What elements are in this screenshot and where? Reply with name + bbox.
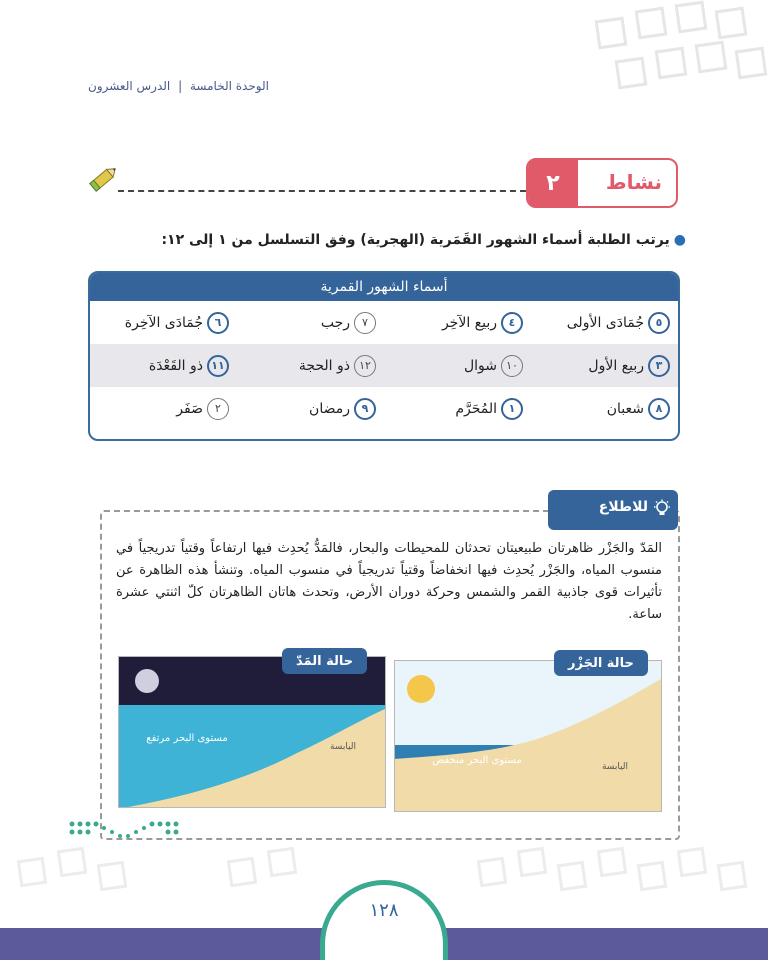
month-cell	[237, 398, 384, 420]
month-name: ربيع الآخِر	[441, 314, 497, 331]
breadcrumb-unit: الوحدة الخامسة	[189, 79, 269, 93]
month-name: ربيع الأول	[588, 357, 644, 374]
dots-decoration	[68, 818, 188, 844]
instruction-label: يرتب الطلبة أسماء الشهور القَمَرية (الهجرية) وفق التسلسل من ١ إلى ١٢:	[161, 232, 670, 248]
activity-number: ٢	[528, 158, 578, 208]
bullet-icon: ●	[673, 232, 686, 248]
sea-level-low-label: مستوى البحر منخفض	[432, 755, 522, 766]
month-name: رجب	[320, 314, 350, 331]
month-cell	[90, 398, 237, 420]
table-title: أسماء الشهور القمرية	[90, 273, 678, 301]
table-row	[90, 387, 678, 430]
month-number-badge: ٩	[354, 398, 376, 420]
page-number: ١٢٨	[369, 900, 399, 921]
month-name: ذو الحجة	[298, 357, 350, 374]
month-number-badge: ١٠	[501, 355, 523, 377]
month-number-badge: ١	[501, 398, 523, 420]
sea-level-high-label: مستوى البحر مرتفع	[146, 733, 228, 744]
month-name: شوال	[463, 357, 497, 374]
breadcrumb-lesson: الدرس العشرون	[88, 79, 171, 93]
month-number-badge: ٤	[501, 312, 523, 334]
land-label: اليابسة	[329, 742, 357, 752]
month-cell	[90, 312, 237, 334]
month-number-badge: ٥	[648, 312, 670, 334]
month-number-badge: ٧	[354, 312, 376, 334]
activity-tab	[526, 158, 678, 208]
month-name: رمضان	[309, 400, 350, 417]
month-number-badge: ٨	[648, 398, 670, 420]
month-cell	[384, 312, 531, 334]
activity-label: نشاط	[605, 170, 662, 194]
low-tide-illustration	[394, 660, 662, 812]
month-number-badge: ٦	[207, 312, 229, 334]
high-tide-label: حالة المَدّ	[282, 648, 367, 674]
high-tide-scene	[118, 657, 385, 808]
month-cell	[237, 312, 384, 334]
info-paragraph: المَدّ والجَزْر ظاهرتان طبيعيتان تحدثان للمحيطات والبحار، فالمَدُّ يُحدِث فيها ارتفاعاً وقتياً تدريجياً في منسوب المياه، والجَزْر يُحدِث فيها انخفاضاً وقتياً تدريجياً في منسوب المياه. وتنشأ هذه الظاهرة عن تأثيرات قوى جاذبية القمر والشمس وحركة دوران الأرض، وتحدث هاتان الظاهرتان كلّ اثنتي عشرة ساعة.	[116, 541, 662, 622]
info-tab	[548, 490, 678, 530]
month-name: المُحَرَّم	[455, 400, 497, 417]
lunar-months-table	[88, 271, 680, 441]
low-tide-label: حالة الجَزْر	[554, 650, 648, 676]
month-name: صَفَر	[176, 400, 203, 417]
decorative-squares	[448, 0, 768, 120]
info-title: للاطلاع	[598, 499, 648, 515]
lightbulb-icon	[652, 499, 672, 519]
month-cell	[531, 355, 678, 377]
month-cell	[384, 355, 531, 377]
month-name: جُمَادَى الآخِرة	[124, 314, 203, 331]
breadcrumb	[88, 79, 269, 93]
land-label: اليابسة	[601, 762, 629, 772]
month-number-badge: ١١	[207, 355, 229, 377]
pencil-icon	[86, 162, 120, 196]
month-number-badge: ١٢	[354, 355, 376, 377]
breadcrumb-separator: |	[178, 79, 183, 93]
month-cell	[384, 398, 531, 420]
month-number-badge: ٢	[207, 398, 229, 420]
month-name: ذو القَعْدَة	[148, 357, 203, 374]
dashed-divider	[118, 190, 526, 192]
table-row	[90, 301, 678, 344]
month-name: شعبان	[606, 400, 644, 417]
month-number-badge: ٣	[648, 355, 670, 377]
high-tide-illustration	[118, 656, 386, 808]
low-tide-scene	[394, 661, 661, 812]
moon-icon	[135, 669, 159, 693]
month-cell	[531, 312, 678, 334]
table-row	[90, 344, 678, 387]
month-cell	[531, 398, 678, 420]
instruction-text	[161, 232, 686, 248]
sun-icon	[407, 675, 435, 703]
month-cell	[90, 355, 237, 377]
month-cell	[237, 355, 384, 377]
month-name: جُمَادَى الأولى	[566, 314, 644, 331]
